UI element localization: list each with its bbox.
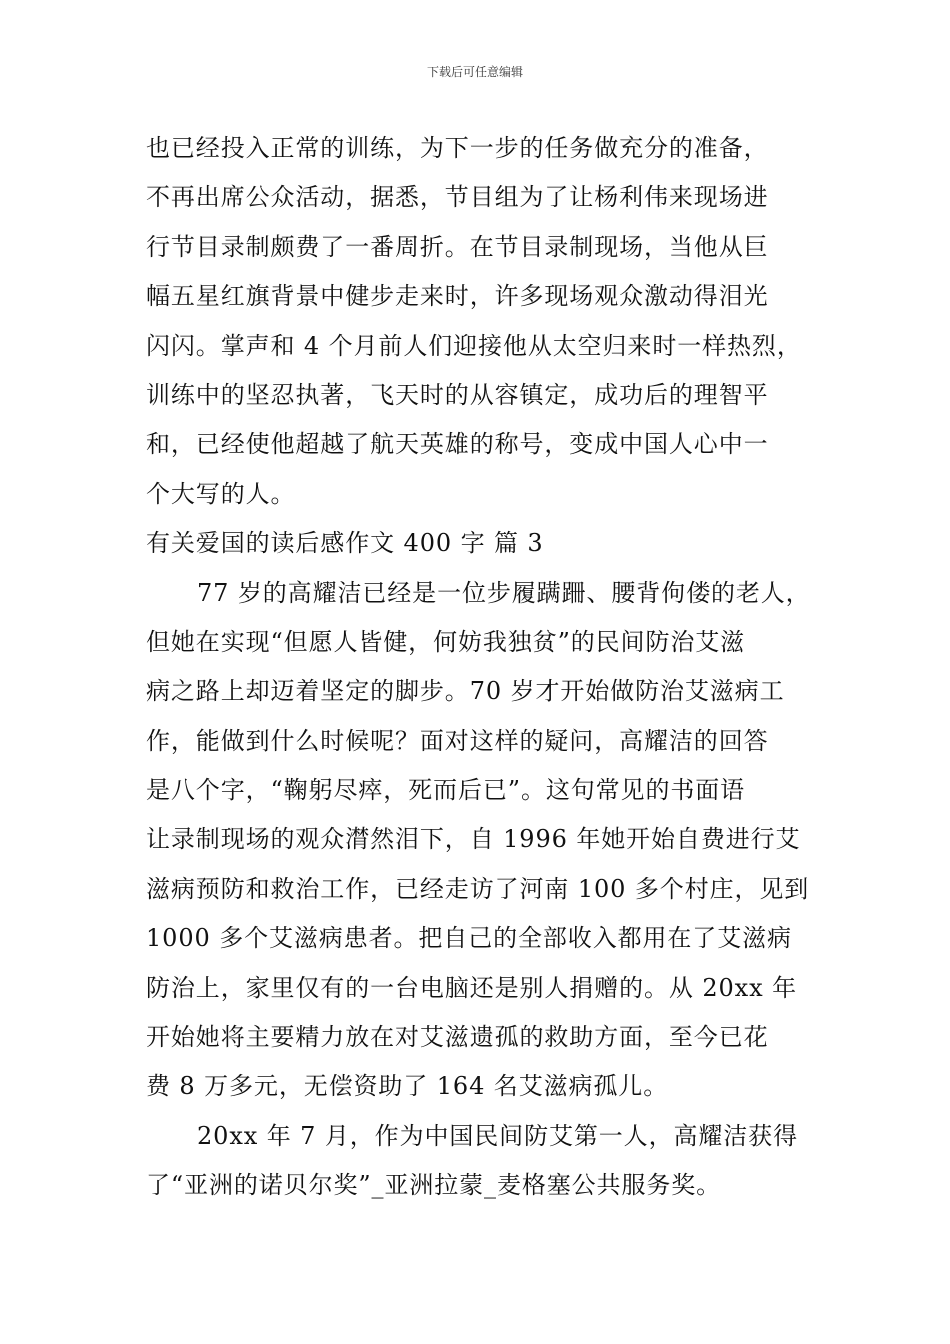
text-line: 77 岁的高耀洁已经是一位步履蹒跚、腰背佝偻的老人， <box>197 578 811 607</box>
text-line: 滋病预防和救治工作，已经走访了河南 100 多个村庄，见到 <box>146 874 810 903</box>
text-line: 训练中的坚忍执著，飞天时的从容镇定，成功后的理智平 <box>146 380 769 409</box>
text-line: 1000 多个艾滋病患者。把自己的全部收入都用在了艾滋病 <box>146 924 792 953</box>
text-line: 防治上，家里仅有的一台电脑还是别人捐赠的。从 20xx 年 <box>146 973 797 1002</box>
text-line: 20xx 年 7 月，作为中国民间防艾第一人，高耀洁获得 <box>197 1121 798 1150</box>
text-line: 但她在实现“但愿人皆健，何妨我独贫”的民间防治艾滋 <box>146 627 746 656</box>
text-line: 闪闪。掌声和 4 个月前人们迎接他从太空归来时一样热烈， <box>146 331 802 360</box>
document-body <box>146 124 816 1211</box>
text-line: 了“亚洲的诺贝尔奖”_亚洲拉蒙_麦格塞公共服务奖。 <box>146 1171 722 1200</box>
text-line: 是八个字，“鞠躬尽瘁，死而后已”。这句常见的书面语 <box>146 776 746 805</box>
text-line: 费 8 万多元，无偿资助了 164 名艾滋病孤儿。 <box>146 1072 669 1101</box>
text-line: 和，已经使他超越了航天英雄的称号，变成中国人心中一 <box>146 430 769 459</box>
text-line: 幅五星红旗背景中健步走来时，许多现场观众激动得泪光 <box>146 282 769 311</box>
text-line: 病之路上却迈着坚定的脚步。70 岁才开始做防治艾滋病工 <box>146 677 785 706</box>
text-line: 让录制现场的观众潸然泪下，自 1996 年她开始自费进行艾 <box>146 825 801 854</box>
text-line: 开始她将主要精力放在对艾滋遗孤的救助方面，至今已花 <box>146 1023 769 1052</box>
section-heading: 有关爱国的读后感作文 400 字 篇 3 <box>146 529 544 558</box>
text-line: 个大写的人。 <box>146 479 296 508</box>
text-line: 也已经投入正常的训练，为下一步的任务做充分的准备， <box>146 134 769 162</box>
text-line: 行节目录制颇费了一番周折。在节目录制现场，当他从巨 <box>146 232 769 261</box>
text-line: 作，能做到什么时候呢？面对这样的疑问，高耀洁的回答 <box>146 726 769 755</box>
text-line: 不再出席公众活动，据悉，节目组为了让杨利伟来现场进 <box>146 183 769 212</box>
page-header: 下载后可任意编辑 <box>426 65 523 79</box>
